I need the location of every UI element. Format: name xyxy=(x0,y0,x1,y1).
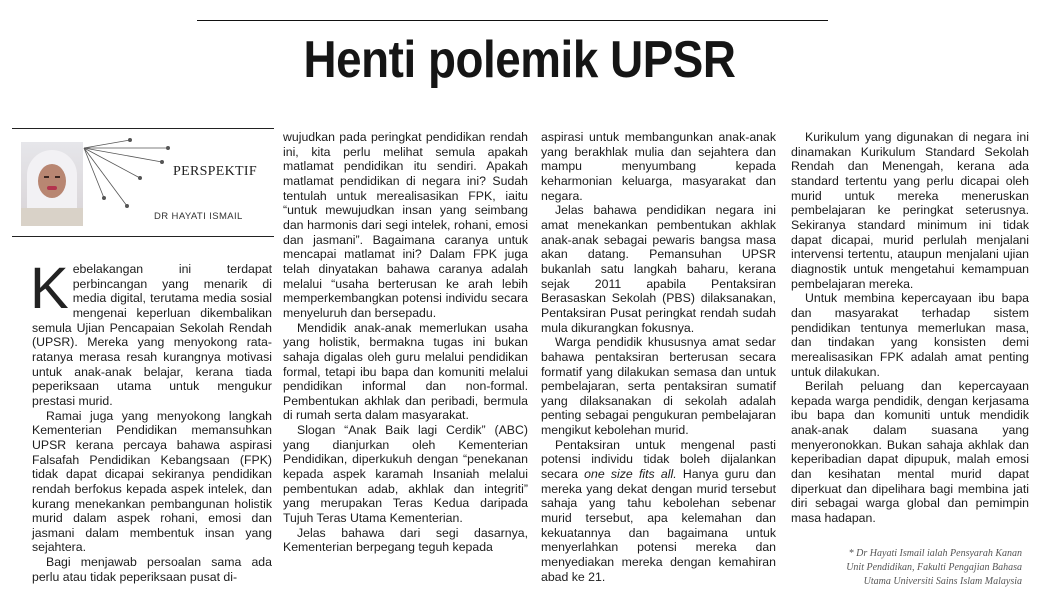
paragraph: Jelas bahawa dari segi dasarnya, Kementerian berpegang teguh kepada xyxy=(283,525,528,555)
article-column-4 xyxy=(791,130,1029,526)
footnote-line: Utama Universiti Sains Islam Malaysia xyxy=(863,576,1022,587)
article-column-2 xyxy=(283,130,528,555)
paragraph: Mendidik anak-anak memerlukan usaha yang holistik, bermakna tugas ini bukan sahaja digalas oleh guru melalui pendidikan formal, tetapi ibu bapa dan komuniti melalui pendidikan informal dan non-formal. Pembentukan akhlak dan peribadi, bermula di rumah serta dalam masyarakat. xyxy=(283,320,528,423)
paragraph: aspirasi untuk membangunkan anak-anak yang berakhlak mulia dan sejahtera dan mampu menyumbang kepada keharmonian keluarga, masyarakat dan negara. xyxy=(541,130,776,203)
dropcap: K xyxy=(30,256,69,321)
top-rule xyxy=(197,20,828,21)
paragraph: Warga pendidik khususnya amat sedar bahawa pentaksiran berterusan secara formatif yang dilakukan semasa dan untuk pembelajaran, serta pentaksiran sumatif yang dilaksanakan di sekolah adalah penting sebagai pengukuran pembelajaran mengikut kebolehan murid. xyxy=(541,335,776,438)
paragraph-text: Pentaksiran untuk mengenal pasti potensi individu tidak boleh dijalankan secara xyxy=(541,437,776,482)
paragraph-text: Hanya guru dan mereka yang dekat dengan murid tersebut sahaja yang tahu kebolehan sebenar murid tersebut, apa kelemahan dan kekuatannya dan bagaimana untuk menyerlahkan potensi mereka dan menyediakan mereka dengan kemahiran abad ke 21. xyxy=(541,467,776,584)
footnote-line: * Dr Hayati Ismail ialah Pensyarah Kanan xyxy=(848,548,1022,559)
emphasis-text: one size fits all. xyxy=(584,467,677,482)
headline: Henti polemik UPSR xyxy=(303,31,736,89)
paragraph: Jelas bahawa pendidikan negara ini amat menekankan pembentukan akhlak anak-anak sebagai pewaris bangsa masa akan datang. Pemansuhan UPSR bukanlah satu langkah baharu, kerana sejak 2011 apabila Pentaksiran Berasaskan Sekolah (PBS) dilaksanakan, Pentaksiran Pusat peringkat rendah sudah mula dikurangkan fokusnya. xyxy=(541,203,776,335)
paragraph-text: ebelakangan ini terdapat perbincangan yang menarik di media digital, terutama media sosial mengenai keperluan dikembalikan semula Ujian Pencapaian Sekolah Rendah (UPSR). Mereka yang menyokong rata-ratanya merasa resah kurangnya motivasi untuk anak-anak belajar, kerana tiada peperiksaan utama untuk mengukur prestasi murid. xyxy=(32,262,272,408)
paragraph: Slogan “Anak Baik lagi Cerdik” (ABC) yang dianjurkan oleh Kementerian Pendidikan, diperkukuh dengan “penekanan kepada aspek karamah Insaniah melalui pembentukan adab, akhlak dan integriti” yang merupakan Teras Kedua daripada Tujuh Teras Utama Kementerian. xyxy=(283,423,528,526)
author-name: DR HAYATI ISMAIL xyxy=(154,211,243,222)
byline-box xyxy=(12,128,274,238)
paragraph: wujudkan pada peringkat pendidikan rendah ini, kita perlu melihat semula apakah matlamat pendidikan itu sendiri. Apakah matlamat pendidikan di negara ini? Sudah tentulah untuk merealisasikan FPK, iaitu “untuk mewujudkan insan yang seimbang dan harmonis dari segi intelek, rohani, emosi dan jasmani”. Bagaimana caranya untuk mencapai matlamat ini? Dalam FPK juga telah dinyatakan bahawa caranya adalah melalui “usaha berterusan ke arah lebih memperkembangkan potensi individu secara menyeluruh dan bersepadu. xyxy=(283,130,528,320)
paragraph: Ramai juga yang menyokong langkah Kementerian Pendidikan memansuhkan UPSR kerana percaya bahawa aspirasi Falsafah Pendidikan Kebangsaan (FPK) tidak dapat dicapai sekiranya pendidikan rendah berfokus kepada aspek intelek, dan kurang menekankan pembangunan holistik murid dalam aspek rohani, emosi dan jasmani dalam membentuk insan yang sejahtera. xyxy=(32,408,272,555)
article-column-1 xyxy=(30,256,272,584)
paragraph: Untuk membina kepercayaan ibu bapa dan masyarakat terhadap sistem pendidikan tentunya memerlukan masa, dan tindakan yang konsisten demi merealisasikan FPK adalah amat penting untuk dilakukan. xyxy=(791,291,1029,379)
article-column-3 xyxy=(541,130,776,584)
footnote-line: Unit Pendidikan, Fakulti Pengajian Bahasa xyxy=(846,562,1022,573)
author-footnote xyxy=(770,547,1022,589)
author-photo xyxy=(21,142,83,226)
paragraph: Bagi menjawab persoalan sama ada perlu atau tidak peperiksaan pusat di- xyxy=(32,555,272,584)
paragraph xyxy=(541,438,776,585)
byline-bottom-rule xyxy=(12,236,274,237)
paragraph: Berilah peluang dan kepercayaan kepada warga pendidik, dengan kerjasama ibu bapa dan komuniti untuk mendidik anak-anak dalam suasana yang menyeronokkan. Bukan sahaja akhlak dan keperibadian dapat dipupuk, malah emosi dan kesihatan mental murid dapat diperkuat dan dipelihara bagi membina jati diri sebagai warga global dan pemimpin masa hadapan. xyxy=(791,379,1029,526)
paragraph: Kurikulum yang digunakan di negara ini dinamakan Kurikulum Standard Sekolah Rendah dan Menengah, kerana ada standard tertentu yang perlu dicapai oleh murid untuk mereka meneruskan pembelajaran ke peringkat seterusnya. Sekiranya standard minimum ini tidak dapat dicapai, murid perlulah menjalani intervensi tertentu, ataupun menjalani ujian diagnostik untuk mengetahui kemampuan pembelajaran mereka. xyxy=(791,130,1029,291)
paragraph xyxy=(30,256,272,409)
column-section-label: PERSPEKTIF xyxy=(173,164,257,179)
